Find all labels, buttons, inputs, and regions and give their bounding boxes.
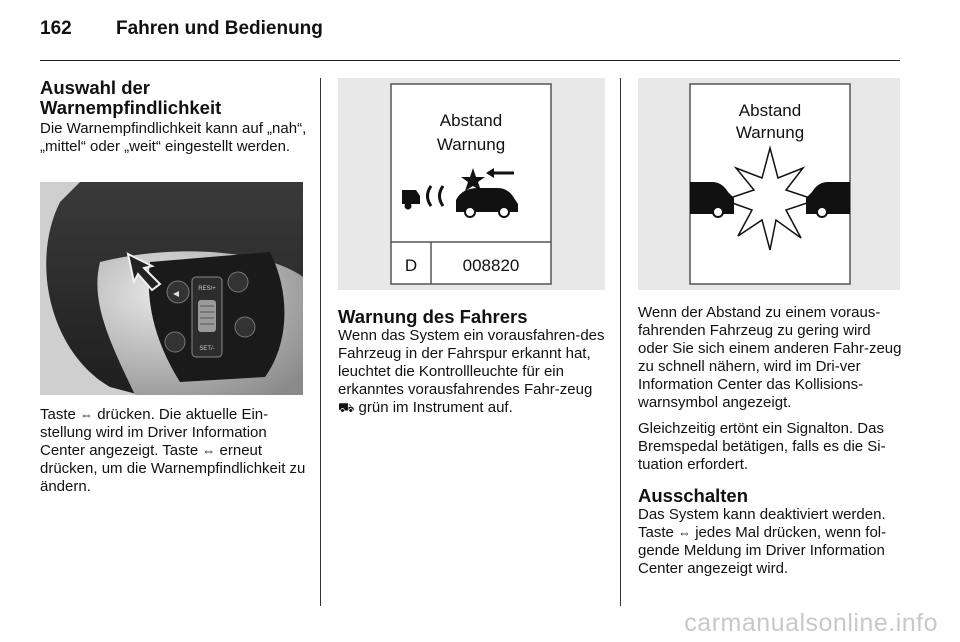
column-2-body: [338, 307, 606, 417]
column-1-body: [40, 406, 308, 496]
column-divider-2: [620, 78, 621, 606]
display-line-1: Abstand: [439, 111, 503, 130]
code-letter: D: [404, 256, 418, 275]
column-divider-1: [320, 78, 321, 606]
disable-text: Das System kann deaktiviert werden. Taste ⇔ jedes Mal drücken, wenn fol-gende Meldung im Driver Information Center angezeigt wird.: [638, 506, 887, 577]
collision-warning-display: [638, 78, 900, 290]
display-line-2: Warnung: [436, 135, 506, 154]
distance-button-icon: ⇔: [80, 407, 94, 422]
steering-wheel-illustration: [40, 182, 303, 395]
heading-sensitivity: Auswahl der Warnempfindlichkeit: [40, 77, 222, 118]
display-figure-2: [638, 78, 900, 290]
distance-button-icon: ⇔: [678, 525, 692, 540]
distance-button-icon: ⇔: [202, 443, 216, 458]
sensitivity-body: Taste ⇔ drücken. Die aktuelle Ein-stellung wird im Driver Information Center angezeigt. Taste ⇔ erneut drücken, um die Warnempfindlichkeit zu ändern.: [40, 406, 306, 495]
code-number: 008820: [462, 256, 520, 275]
display-line-1: Abstand: [738, 101, 802, 120]
section-title: Fahren und Bedienung: [116, 18, 323, 39]
display-figure-1: [338, 78, 605, 290]
display-line-2: Warnung: [735, 123, 805, 142]
page-header: [40, 18, 323, 48]
header-rule: [40, 60, 900, 61]
page-number: 162: [40, 18, 72, 39]
steering-wheel-photo: [40, 182, 303, 395]
driver-warning-text: Wenn das System ein vorausfahren-des Fahrzeug in der Fahrspur erkannt hat, leuchtet die Kontrollleuchte für ein erkanntes vorausfahrendes Fahr-zeug ⛟ grün im Instrument auf.: [338, 327, 605, 416]
res-label: RES/+: [198, 286, 216, 292]
heading-disable: Ausschalten: [638, 485, 749, 506]
car-icon: ⛟: [338, 400, 355, 415]
column-3-body: [638, 304, 902, 578]
watermark: carmanualsonline.info: [684, 609, 938, 637]
distance-warning-display: [338, 78, 605, 290]
set-label: SET/-: [199, 346, 215, 352]
heading-driver-warning: Warnung des Fahrers: [338, 306, 528, 327]
column-1: [40, 78, 308, 156]
collision-text: Wenn der Abstand zu einem voraus-fahrenden Fahrzeug zu gering wird oder Sie sich einem anderen Fahr-zeug zu schnell nähern, wird im Dri-ver Information Center das Kollisions-warnsymbol angezeigt.: [638, 304, 902, 411]
signal-text: Gleichzeitig ertönt ein Signalton. Das Bremspedal betätigen, falls es die Si-tuation erfordert.: [638, 420, 886, 473]
intro-text: Die Warnempfindlichkeit kann auf „nah“, „mittel“ oder „weit“ eingestellt werden.: [40, 120, 307, 155]
